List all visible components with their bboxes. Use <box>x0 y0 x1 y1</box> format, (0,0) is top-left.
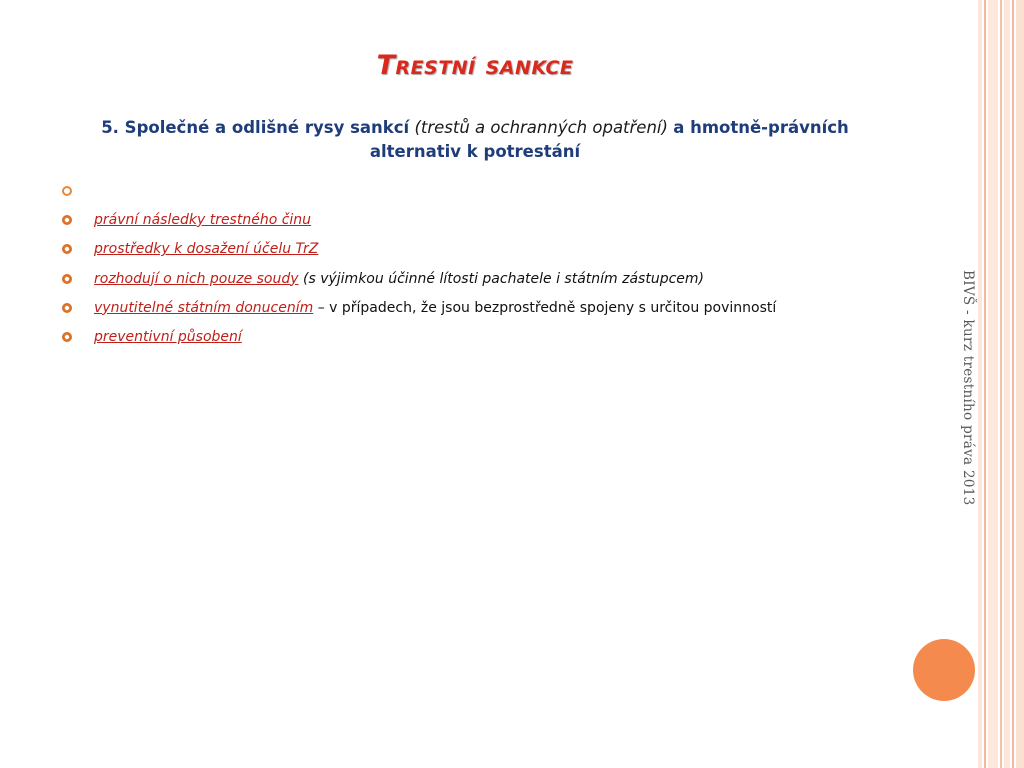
bullet-circle-icon <box>62 274 72 284</box>
bullet-item <box>62 264 902 293</box>
decorative-circle <box>913 639 975 701</box>
slide-title: Trestní sankce <box>376 50 574 81</box>
stripe-6 <box>1012 0 1014 768</box>
bullet-circle-icon <box>62 244 72 254</box>
subtitle-part-1: 5. Společné a odlišné rysy sankcí <box>101 118 410 137</box>
bullet-circle-icon <box>62 332 72 342</box>
bullet-link[interactable]: prostředky k dosažení účelu TrZ <box>94 241 319 258</box>
slide-subtitle <box>60 116 890 164</box>
bullet-circle-icon <box>62 215 72 225</box>
bullet-item <box>62 293 902 322</box>
stripe-7 <box>1016 0 1024 768</box>
stripe-4 <box>1000 0 1002 768</box>
side-caption: BIVŠ - kurz trestního práva 2013 <box>960 270 976 506</box>
stripe-2 <box>984 0 986 768</box>
bullet-circle-icon <box>62 303 72 313</box>
bullet-item-empty <box>62 176 902 205</box>
bullet-note: (s výjimkou účinné lítosti pachatele i státním zástupcem) <box>303 270 705 287</box>
subtitle-part-3: a hmotně-právních alternativ k potrestání <box>369 118 849 161</box>
bullet-list <box>62 176 902 352</box>
bullet-circle-icon <box>62 186 72 196</box>
bullet-link[interactable]: rozhodují o nich pouze soudy <box>94 270 299 287</box>
bullet-link[interactable]: právní následky trestného činu <box>94 211 312 228</box>
bullet-link[interactable]: preventivní působení <box>94 329 242 346</box>
bullet-item <box>62 322 902 351</box>
bullet-note: – v případech, že jsou bezprostředně spojeny s určitou povinností <box>317 299 777 316</box>
bullet-item <box>62 235 902 264</box>
bullet-item <box>62 205 902 234</box>
bullet-link[interactable]: vynutitelné státním donucením <box>94 299 314 316</box>
subtitle-part-2: (trestů a ochranných opatření) <box>414 118 668 137</box>
stripe-1 <box>978 0 982 768</box>
stripe-5 <box>1004 0 1010 768</box>
stripe-3 <box>988 0 998 768</box>
